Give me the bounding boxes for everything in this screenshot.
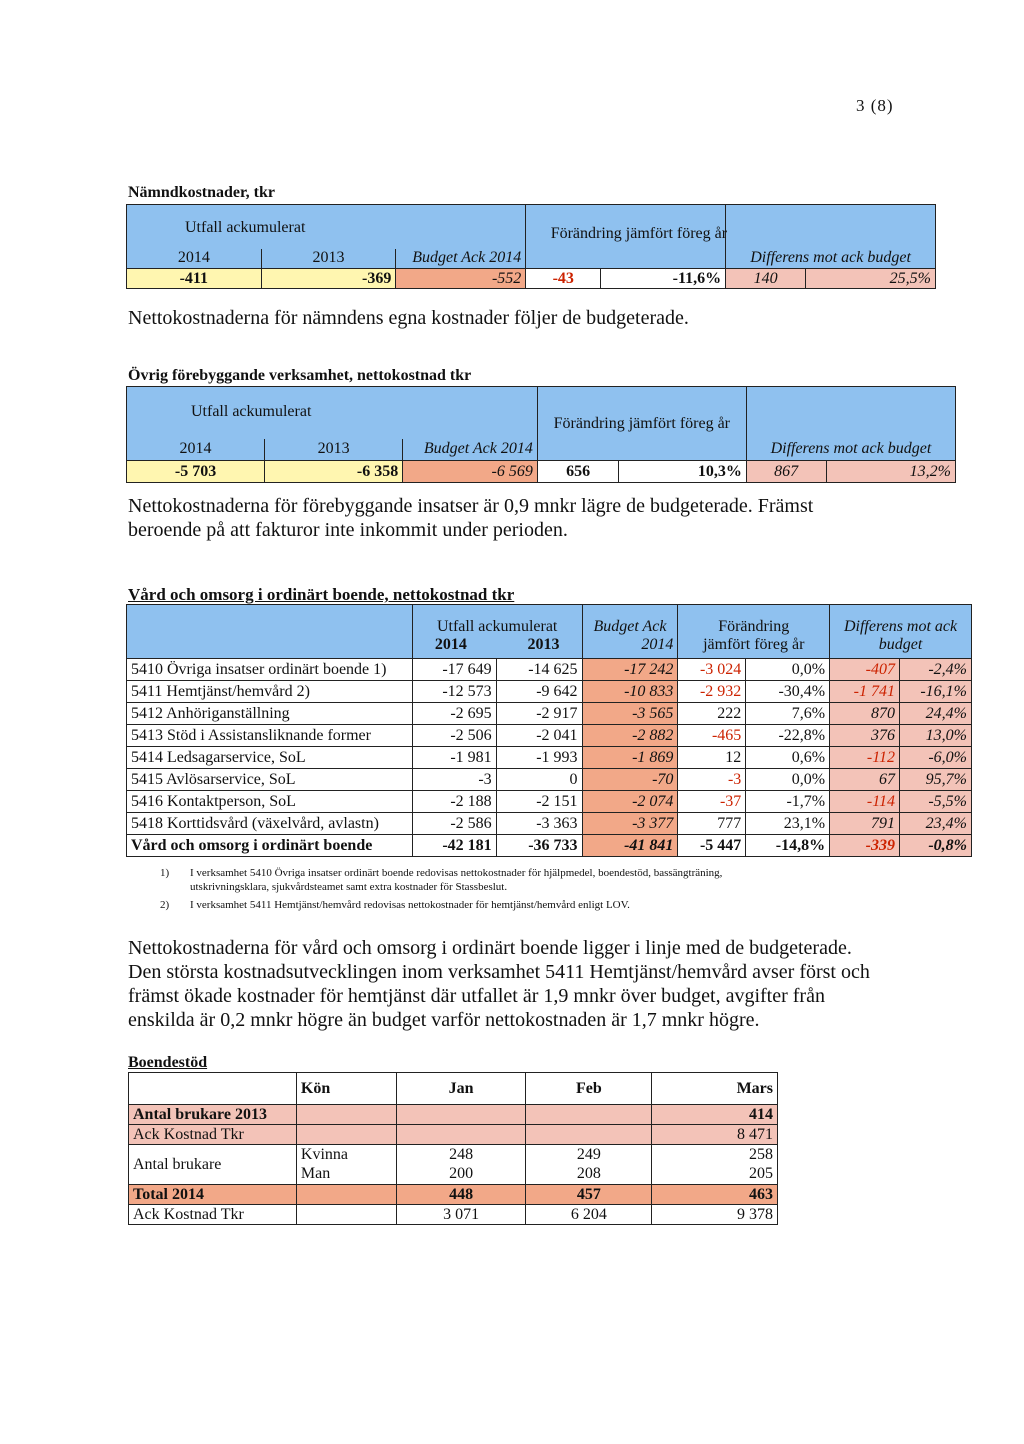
value-diff-pct: 13,2% [826,461,956,483]
table-row [127,813,972,835]
comment-forebyggande-2: beroende på att fakturor inte inkommit under perioden. [128,519,568,541]
row-forandring-diff: -3 024 [678,659,746,681]
table-row [127,703,972,725]
comment-vard-omsorg-4: enskilda är 0,2 mnkr högre än budget varför nettokostnaden är 1,7 mnkr högre. [128,1009,760,1031]
row-label: 5411 Hemtjänst/hemvård 2) [127,681,413,703]
row-diff: -339 [830,835,900,857]
row-mars: 414 [652,1105,778,1125]
row-label: 5415 Avlösarservice, SoL [127,769,413,791]
row-forandring-pct: 0,0% [746,769,830,791]
row-forandring-pct: 7,6% [746,703,830,725]
total-mars: 463 [652,1185,778,1205]
row-utfall-2013: -1 993 [496,747,582,769]
row-forandring-pct: 23,1% [746,813,830,835]
row-utfall-2013: -9 642 [496,681,582,703]
header-budget-2: 2014 [641,636,674,653]
kon-kvinna: Kvinna [296,1145,396,1165]
row-diff: -114 [830,791,900,813]
row-forandring-pct: -1,7% [746,791,830,813]
page-number: 3 (8) [856,96,894,115]
header-budget-1: Budget Ack [593,618,667,635]
row-utfall-2013: -2 151 [496,791,582,813]
row-diff: -112 [830,747,900,769]
footnote-2-line-1: I verksamhet 5411 Hemtjänst/hemvård redovisas nettokostnader för hemtjänst/hemvård enligt LOV. [190,899,630,911]
row-diff-pct: -2,4% [900,659,972,681]
footnote-1-line-2: utskrivningsklara, sjukvårdsteamet samt extra kostnader för Stassbeslut. [190,881,508,893]
value-budget: -552 [396,269,526,289]
ack-feb: 6 204 [526,1205,652,1225]
table-row-total-2014 [129,1185,778,1205]
man-mars: 205 [652,1165,778,1185]
table-row-ack-2013 [129,1125,778,1145]
row-utfall-2013: 0 [496,769,582,791]
table-row [127,681,972,703]
row-utfall-2014: -2 586 [412,813,496,835]
row-utfall-2014: -2 188 [412,791,496,813]
value-diff-pct: 25,5% [806,269,936,289]
table-row-kvinna [129,1145,778,1165]
row-diff-pct: -5,5% [900,791,972,813]
row-budget: -2 074 [582,791,678,813]
header-mars: Mars [652,1073,778,1105]
value-forandring: 656 [537,461,619,483]
comment-namndkostnader: Nettokostnaderna för nämndens egna kostnader följer de budgeterade. [128,307,689,329]
row-label: 5410 Övriga insatser ordinärt boende 1) [127,659,413,681]
header-forandring: Förändring jämfört föreg år [553,414,731,432]
header-budget: Budget Ack 2014 [396,249,526,269]
table-row [127,725,972,747]
row-utfall-2014: -2 506 [412,725,496,747]
row-diff-pct: 24,4% [900,703,972,725]
row-forandring-diff: -465 [678,725,746,747]
row-utfall-2013: -3 363 [496,813,582,835]
row-diff: 376 [830,725,900,747]
kvinna-jan: 248 [396,1145,526,1165]
row-label: Ack Kostnad Tkr [129,1205,297,1225]
row-utfall-2014: -2 695 [412,703,496,725]
row-budget: -70 [582,769,678,791]
row-forandring-pct: 0,0% [746,659,830,681]
header-diff: Differens mot ack budget [726,249,936,269]
header-utfall: Utfall ackumulerat [185,219,306,236]
row-utfall-2014: -3 [412,769,496,791]
header-forandring-2: jämfört föreg år [703,636,805,653]
header-forandring-1: Förändring [718,618,790,635]
row-label: Ack Kostnad Tkr [129,1125,297,1145]
footnote-2-number: 2) [160,899,170,911]
row-utfall-2014: -17 649 [412,659,496,681]
row-budget: -2 882 [582,725,678,747]
row-forandring-diff: -37 [678,791,746,813]
footnotes [160,866,920,926]
row-label: Vård och omsorg i ordinärt boende [127,835,413,857]
ack-jan: 3 071 [396,1205,526,1225]
row-utfall-2013: -2 041 [496,725,582,747]
row-utfall-2013: -2 917 [496,703,582,725]
table-vard-omsorg [126,604,972,857]
comment-vard-omsorg-3: främst ökade kostnader för hemtjänst där utfallet är 1,9 mnkr över budget, avgifter från [128,985,825,1007]
row-label: 5412 Anhöriganställning [127,703,413,725]
value-forandring-pct: -11,6% [601,269,726,289]
footnote-1-line-1: I verksamhet 5410 Övriga insatser ordinärt boende redovisas nettokostnader för hjälpmedel, boendestöd, bassängträning, [190,867,723,879]
row-forandring-diff: -3 [678,769,746,791]
header-2013: 2013 [265,439,403,461]
row-diff-pct: -0,8% [900,835,972,857]
value-diff: 867 [746,461,826,483]
row-label: 5414 Ledsagarservice, SoL [127,747,413,769]
header-2014: 2014 [127,439,265,461]
comment-vard-omsorg-2: Den största kostnadsutvecklingen inom verksamhet 5411 Hemtjänst/hemvård avser först och [128,961,870,983]
section-title-namndkostnader: Nämndkostnader, tkr [128,184,275,201]
man-feb: 208 [526,1165,652,1185]
header-2013: 2013 [261,249,396,269]
table-row [127,659,972,681]
row-label: Antal brukare [129,1145,297,1185]
row-budget: -3 565 [582,703,678,725]
header-feb: Feb [526,1073,652,1105]
row-diff-pct: 95,7% [900,769,972,791]
header-forandring: Förändring jämfört föreg år [550,225,728,243]
header-2014: 2014 [434,636,467,653]
row-forandring-diff: -5 447 [678,835,746,857]
table-row-total [127,835,972,857]
header-2014: 2014 [127,249,262,269]
header-diff-2: budget [878,636,923,653]
row-budget: -10 833 [582,681,678,703]
row-label: 5416 Kontaktperson, SoL [127,791,413,813]
row-utfall-2013: -14 625 [496,659,582,681]
row-diff: 67 [830,769,900,791]
table-row [127,769,972,791]
row-diff: 791 [830,813,900,835]
row-diff-pct: -16,1% [900,681,972,703]
comment-vard-omsorg-1: Nettokostnaderna för vård och omsorg i ordinärt boende ligger i linje med de budgeterade. [128,937,852,959]
row-mars: 8 471 [652,1125,778,1145]
row-budget: -3 377 [582,813,678,835]
table-row [127,791,972,813]
row-forandring-pct: 0,6% [746,747,830,769]
row-forandring-diff: -2 932 [678,681,746,703]
man-jan: 200 [396,1165,526,1185]
row-label: Total 2014 [129,1185,297,1205]
table-row [127,747,972,769]
row-diff-pct: 13,0% [900,725,972,747]
value-2013: -369 [261,269,396,289]
row-forandring-diff: 777 [678,813,746,835]
total-jan: 448 [396,1185,526,1205]
kvinna-feb: 249 [526,1145,652,1165]
table-forebyggande [126,386,956,483]
header-diff-1: Differens mot ack [843,618,958,635]
row-label: 5418 Korttidsvård (växelvård, avlastn) [127,813,413,835]
row-forandring-pct: -14,8% [746,835,830,857]
row-diff: -1 741 [830,681,900,703]
table-namndkostnader [126,204,936,289]
value-diff: 140 [726,269,806,289]
value-forandring-pct: 10,3% [619,461,746,483]
kvinna-mars: 258 [652,1145,778,1165]
comment-forebyggande-1: Nettokostnaderna för förebyggande insatser är 0,9 mnkr lägre de budgeterade. Främst [128,495,814,517]
row-forandring-pct: -30,4% [746,681,830,703]
header-utfall: Utfall ackumulerat [191,403,312,420]
section-title-vard-omsorg: Vård och omsorg i ordinärt boende, nettokostnad tkr [128,585,515,604]
kon-man: Man [296,1165,396,1185]
section-title-boendestod: Boendestöd [128,1054,208,1071]
total-feb: 457 [526,1185,652,1205]
row-diff-pct: 23,4% [900,813,972,835]
ack-mars: 9 378 [652,1205,778,1225]
row-utfall-2013: -36 733 [496,835,582,857]
row-diff-pct: -6,0% [900,747,972,769]
row-forandring-diff: 12 [678,747,746,769]
value-2014: -411 [127,269,262,289]
table-row-ack-2014 [129,1205,778,1225]
header-jan: Jan [396,1073,526,1105]
row-utfall-2014: -12 573 [412,681,496,703]
footnote-1-number: 1) [160,867,170,879]
row-label: Antal brukare 2013 [129,1105,297,1125]
row-utfall-2014: -42 181 [412,835,496,857]
row-utfall-2014: -1 981 [412,747,496,769]
header-budget: Budget Ack 2014 [403,439,538,461]
row-diff: 870 [830,703,900,725]
value-budget: -6 569 [403,461,538,483]
row-budget: -1 869 [582,747,678,769]
row-label: 5413 Stöd i Assistansliknande former [127,725,413,747]
header-kon: Kön [296,1073,396,1105]
header-utfall: Utfall ackumulerat [436,618,558,635]
row-budget: -41 841 [582,835,678,857]
header-2013: 2013 [527,636,560,653]
row-diff: -407 [830,659,900,681]
table-boendestod [128,1072,778,1225]
section-title-forebyggande: Övrig förebyggande verksamhet, nettokostnad tkr [128,367,472,384]
header-diff: Differens mot ack budget [746,439,955,461]
value-2014: -5 703 [127,461,265,483]
row-forandring-diff: 222 [678,703,746,725]
row-budget: -17 242 [582,659,678,681]
value-forandring: -43 [526,269,601,289]
table-row-antal-2013 [129,1105,778,1125]
value-2013: -6 358 [265,461,403,483]
row-forandring-pct: -22,8% [746,725,830,747]
